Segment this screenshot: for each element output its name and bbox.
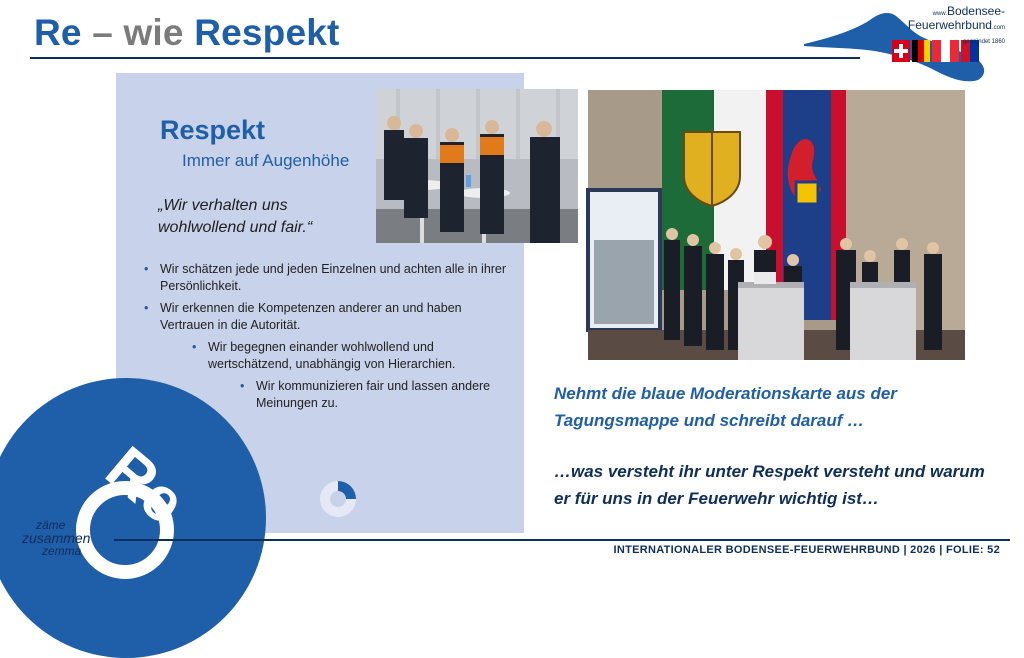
instruction-text: Nehmt die blaue Moderationskarte aus der Tagungsmappe und schreibt darauf … xyxy=(554,384,897,430)
card-quote: „Wir verhalten uns wohlwollend und fair.“ xyxy=(158,197,313,236)
bullet-item: • Wir begegnen einander wohlwollend und wertschätzend, unabhängig von Hierarchien. xyxy=(192,339,514,373)
title-divider xyxy=(30,57,860,59)
photo-stage-flags-image xyxy=(588,90,965,360)
title-respekt: Respekt xyxy=(194,12,340,53)
progress-pie-icon xyxy=(318,479,358,519)
title-dash: – xyxy=(92,12,113,53)
question-text: …was versteht ihr unter Respekt versteht und warum er für uns in der Feuerwehr wichtig ist… xyxy=(554,462,985,508)
logo-name2: Feuerwehrbund xyxy=(907,18,992,32)
title-wie: wie xyxy=(123,12,184,53)
card-subtitle: Immer auf Augenhöhe xyxy=(182,151,350,170)
photo-speakers-image xyxy=(376,89,578,243)
logo-name1: Bodensee- xyxy=(946,4,1005,18)
bullet-item: • Wir erkennen die Kompetenzen anderer an und haben Vertrauen in die Autorität. xyxy=(144,300,514,334)
dialect-wordmark xyxy=(22,519,90,558)
bullet-item: • Wir schätzen jede und jeden Einzelnen und achten alle in ihrer Persönlichkeit. xyxy=(144,261,514,295)
page-title xyxy=(34,12,340,54)
dialect-word: zemma xyxy=(42,544,82,558)
logo-www: www. xyxy=(932,11,947,17)
re-badge-text: Re xyxy=(93,433,199,538)
dialect-word: zäme xyxy=(36,518,66,532)
card-title: Respekt xyxy=(160,115,266,145)
bullet-list xyxy=(144,261,514,417)
title-re: Re xyxy=(34,12,82,53)
logo-founded: gegründet 1860 xyxy=(962,39,1005,45)
footer-divider xyxy=(114,539,1010,541)
logo-text xyxy=(875,6,1005,48)
logo-tld: .com xyxy=(991,25,1005,31)
bullet-item: • Wir kommunizieren fair und lassen andere Meinungen zu. xyxy=(240,378,514,412)
dialect-word: zusammen xyxy=(22,530,91,546)
footer-text: INTERNATIONALER BODENSEE-FEUERWEHRBUND | 2026 | FOLIE: 52 xyxy=(613,544,1000,556)
